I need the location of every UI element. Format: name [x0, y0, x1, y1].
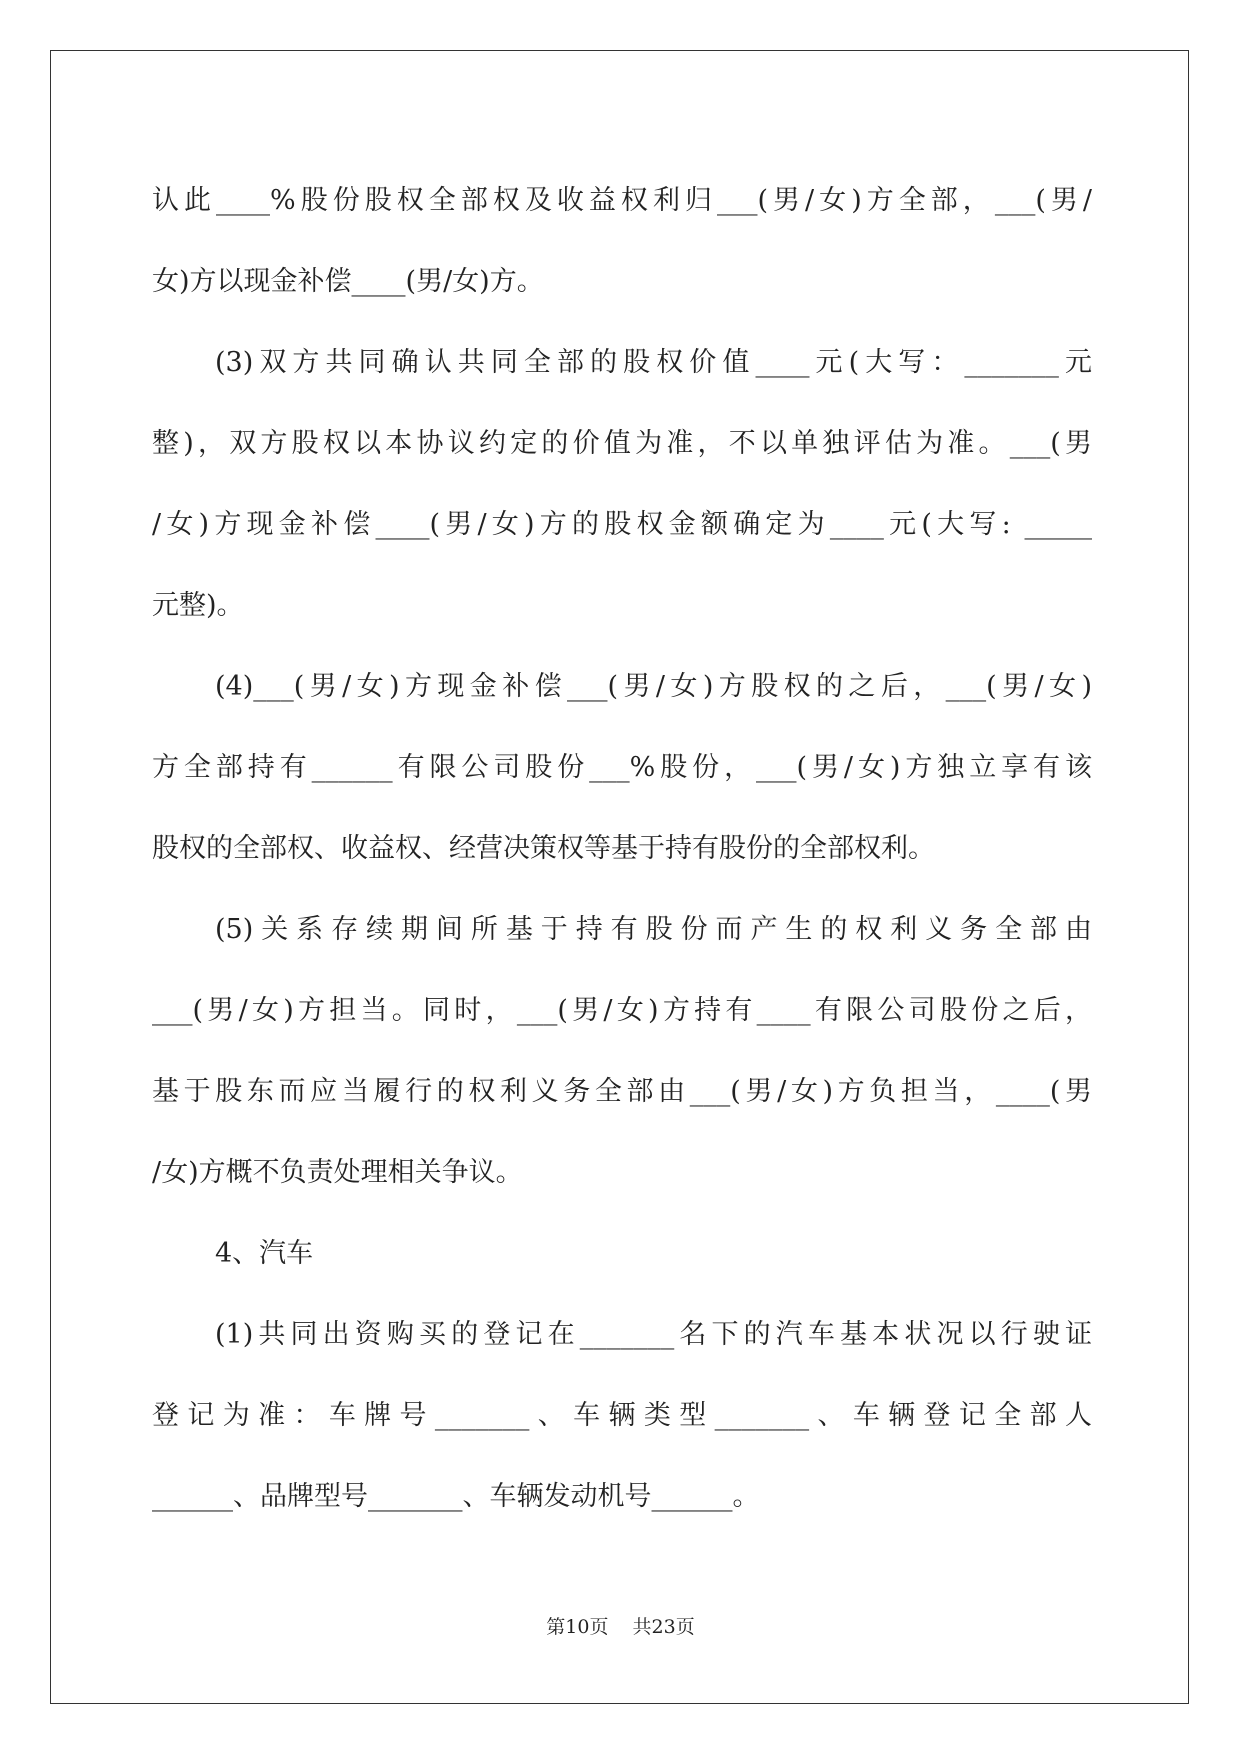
page-number-total: 共23页: [632, 1616, 695, 1638]
text-line: 元整)。: [152, 590, 244, 621]
page-footer: [0, 1612, 1241, 1639]
text-line: 认此____%股份股权全部权及收益权利归___(男/女)方全部，___(男/: [152, 185, 1092, 216]
text-line: 女)方以现金补偿____(男/女)方。: [152, 266, 544, 297]
text-line: (3)双方共同确认共同全部的股权价值____元(大写：_______元: [215, 347, 1092, 378]
text-line: ___(男/女)方担当。同时，___(男/女)方持有____有限公司股份之后，: [152, 995, 1092, 1026]
text-line: ______、品牌型号_______、车辆发动机号______。: [152, 1481, 760, 1512]
text-line: (5)关系存续期间所基于持有股份而产生的权利义务全部由: [215, 914, 1092, 945]
text-line: 股权的全部权、收益权、经营决策权等基于持有股份的全部权利。: [152, 833, 935, 864]
text-line: 登记为准：车牌号_______、车辆类型_______、车辆登记全部人: [152, 1400, 1092, 1431]
text-line: /女)方现金补偿____(男/女)方的股权金额确定为____元(大写: _____: [152, 509, 1092, 540]
text-line: 方全部持有______有限公司股份___%股份，___(男/女)方独立享有该: [152, 752, 1092, 783]
text-line: /女)方概不负责处理相关争议。: [152, 1157, 523, 1188]
text-line: (4)___(男/女)方现金补偿___(男/女)方股权的之后，___(男/女): [215, 671, 1092, 702]
text-line: 基于股东而应当履行的权利义务全部由___(男/女)方负担当，____(男: [152, 1076, 1092, 1107]
section-heading: 4、汽车: [215, 1238, 314, 1269]
text-line: (1)共同出资购买的登记在_______名下的汽车基本状况以行驶证: [215, 1319, 1092, 1350]
text-line: 整)，双方股权以本协议约定的价值为准，不以单独评估为准。___(男: [152, 428, 1092, 459]
document-body: [152, 160, 1092, 1537]
page-number-current: 第10页: [546, 1616, 609, 1638]
